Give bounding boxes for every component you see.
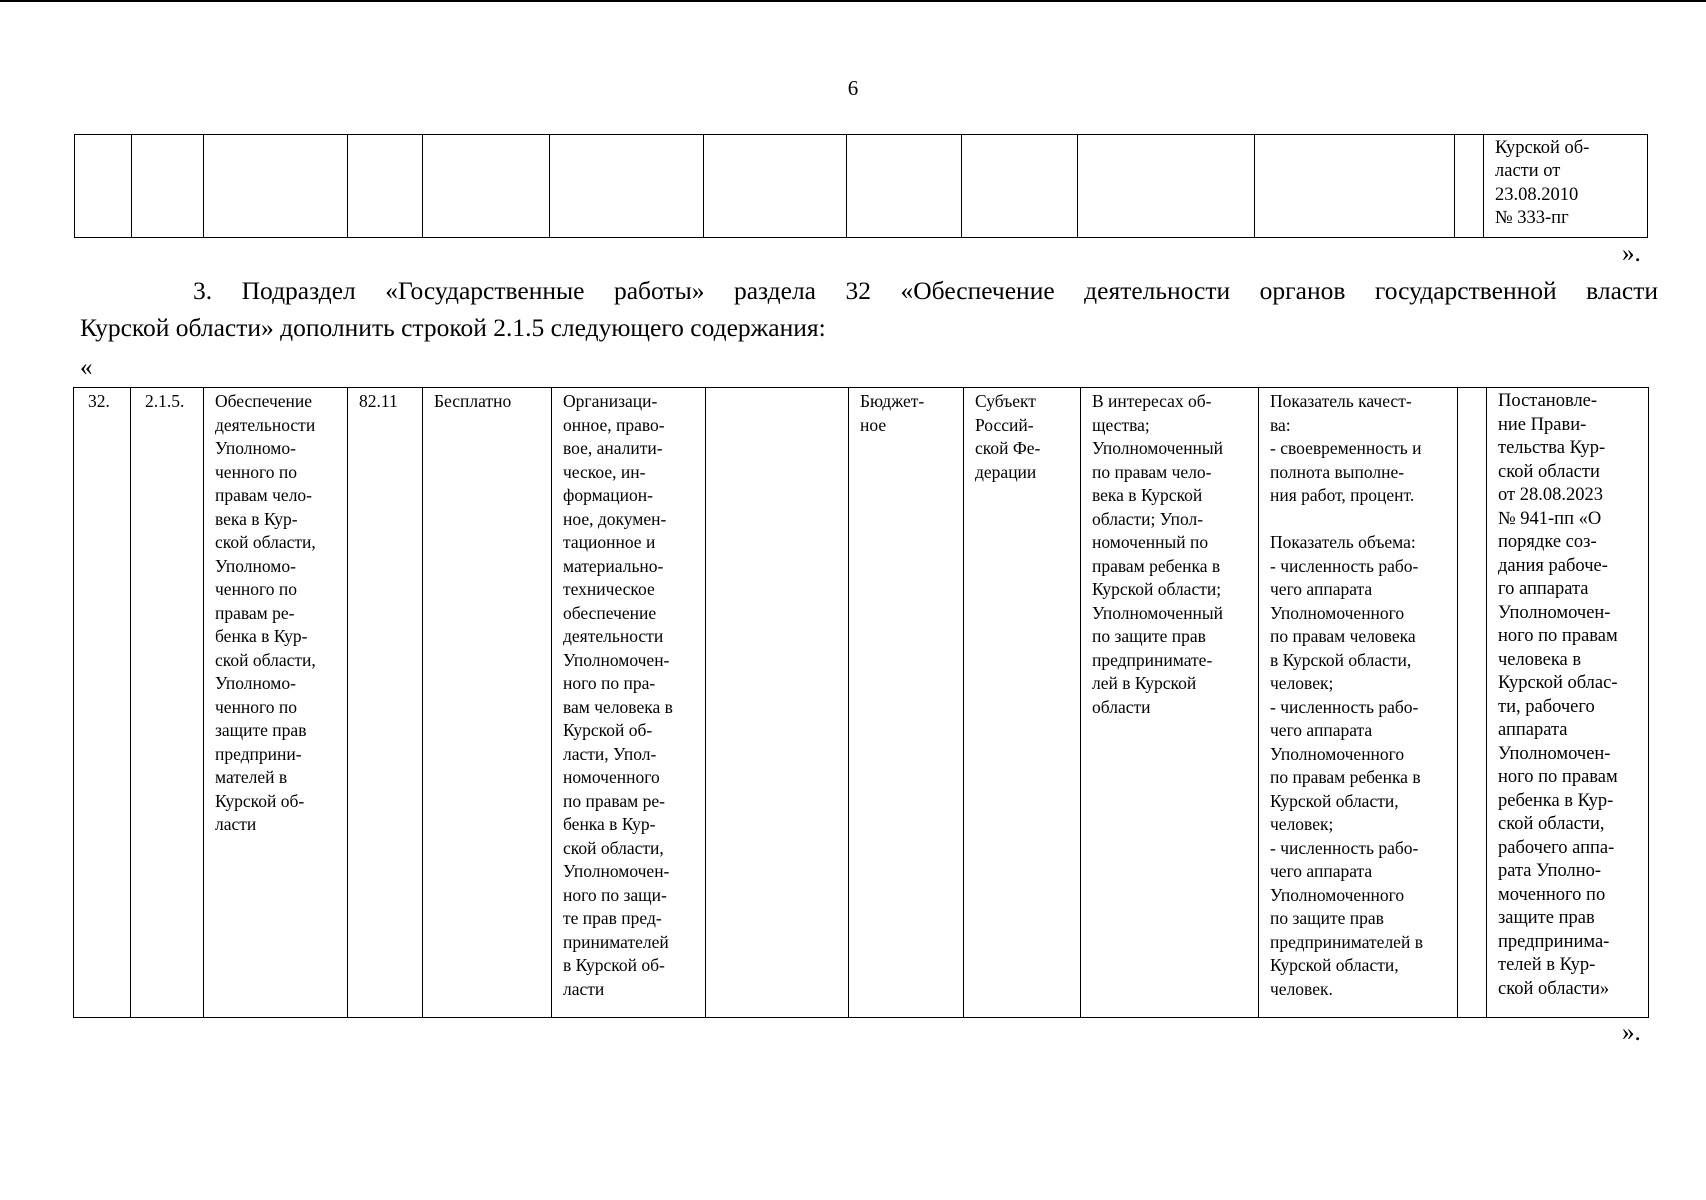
level-cell [964, 388, 1081, 1018]
cell [1255, 135, 1455, 238]
cell [1455, 135, 1484, 238]
empty-narrow-cell [1458, 388, 1487, 1018]
text-line: ное, докумен- [563, 508, 667, 529]
text-line: по правам чело- [1092, 461, 1212, 482]
text-line: лей в Курской [1092, 673, 1197, 693]
text-line: ное [860, 414, 887, 435]
text-line: от 28.08.2023 [1498, 485, 1603, 505]
row-number: 32. [74, 388, 131, 1018]
text-line: обеспечение [563, 602, 657, 623]
text-line: предпринимате- [1092, 649, 1213, 670]
text-line: ченного по [215, 696, 298, 717]
cell [704, 135, 847, 238]
text-line: по защите прав [1092, 626, 1206, 646]
text-line: ния работ, процент. [1270, 485, 1415, 505]
text-line: ской области, [1498, 814, 1605, 834]
text-line: бенка в Кур- [563, 814, 656, 834]
text-line: дерации [975, 461, 1037, 482]
text-line: Уполномо- [215, 673, 296, 693]
text-line: ного по правам [1498, 626, 1618, 646]
text-line: ласти, Упол- [563, 743, 657, 764]
text-line: Уполномо- [215, 438, 296, 458]
text-line: области [1092, 696, 1151, 717]
text-line: предпринима- [1498, 931, 1610, 952]
consumers-cell [1081, 388, 1259, 1018]
text-line: вам человека в [563, 696, 673, 717]
text-line: ного по защи- [563, 884, 667, 905]
text-line: ти, рабочего [1498, 696, 1595, 717]
text-line: материально- [563, 555, 664, 576]
text-line: ской области» [1498, 978, 1610, 999]
cell [132, 135, 204, 238]
page-number: 6 [847, 76, 859, 100]
work-name-cell [204, 388, 348, 1018]
cell [423, 135, 550, 238]
text-line: по правам ребенка в [1270, 767, 1421, 787]
text-line: Уполномоченного [1270, 884, 1405, 905]
text-line: Курской об- [1495, 138, 1590, 158]
text-line: по правам ре- [563, 790, 665, 811]
text-line: вое, аналити- [563, 438, 663, 458]
legal-basis-cell [1487, 388, 1649, 1018]
blank-line [1270, 508, 1452, 532]
text-line: № 333-пг [1495, 207, 1569, 228]
cell [550, 135, 704, 238]
text-line: Постановле- [1498, 391, 1598, 411]
text-line: защите прав [215, 720, 307, 740]
work-content-cell [552, 388, 706, 1018]
text-line: Уполномо- [215, 555, 296, 576]
text-line: Уполномоченный [1092, 602, 1224, 623]
text-line: ние Прави- [1498, 414, 1587, 435]
text-line: Курской об- [215, 790, 305, 811]
text-line: в Курской области, [1270, 649, 1412, 670]
text-line: ченного по [215, 579, 298, 599]
text-line: Обеспечение [215, 391, 313, 411]
text-line: ской области, [563, 837, 664, 858]
text-line: аппарата [1498, 720, 1568, 740]
table-row [74, 388, 1649, 1018]
text-line: человек; [1270, 673, 1334, 693]
legal-basis-cell [1484, 135, 1648, 238]
text-line: Уполномоченный [1092, 438, 1224, 458]
cell [847, 135, 962, 238]
text-line: Курской области, [1270, 790, 1399, 811]
text-line: рабочего аппа- [1498, 837, 1615, 858]
opening-quote: « [80, 354, 93, 381]
closing-quote: ». [1622, 1019, 1641, 1046]
text-line: Показатель объема: [1270, 532, 1416, 552]
text-line: деятельности [215, 414, 316, 435]
text-line: по защите прав [1270, 908, 1384, 928]
text-line: чего аппарата [1270, 861, 1373, 881]
cell [962, 135, 1078, 238]
text-line: ного по пра- [563, 673, 656, 693]
text-line: № 941-пп «О [1498, 508, 1602, 529]
text-line: Уполномочен- [1498, 602, 1611, 623]
text-line: чего аппарата [1270, 579, 1373, 599]
text-line: в Курской об- [563, 955, 665, 975]
text-line: - численность рабо- [1270, 696, 1419, 717]
cell [348, 135, 423, 238]
text-line: ва: [1270, 414, 1291, 435]
cell [1078, 135, 1255, 238]
text-line: человек. [1270, 978, 1333, 999]
text-line: рата Уполно- [1498, 861, 1602, 881]
payment-type: Бесплатно [423, 388, 552, 1018]
continued-table [74, 134, 1648, 238]
cell [75, 135, 132, 238]
text-line: по правам человека [1270, 626, 1416, 646]
text-line: Субъект [975, 391, 1036, 411]
text-line: - численность рабо- [1270, 837, 1419, 858]
text-line: мателей в [215, 767, 288, 787]
text-line: человек; [1270, 814, 1334, 834]
text-line: ской области, [215, 649, 316, 670]
text-line: чего аппарата [1270, 720, 1373, 740]
top-border-line [0, 0, 1706, 2]
text-line: предпринимателей в [1270, 931, 1423, 952]
text-line: предприни- [215, 743, 302, 764]
text-line: Уполномочен- [1498, 743, 1611, 764]
text-line: века в Курской [1092, 485, 1203, 505]
text-line: Организаци- [563, 391, 658, 411]
text-line: ческое, ин- [563, 461, 646, 482]
text-line: Курской области; [1092, 579, 1222, 599]
text-line: номоченного [563, 767, 660, 787]
cell [204, 135, 348, 238]
text-line: Курской об- [563, 720, 653, 740]
text-line: В интересах об- [1092, 391, 1212, 411]
okved-code: 82.11 [348, 388, 423, 1018]
text-line: Уполномоченного [1270, 743, 1405, 764]
text-line: щества; [1092, 414, 1150, 435]
text-line: Россий- [975, 414, 1034, 435]
text-line: тационное и [563, 532, 656, 552]
paragraph-line-1: 3. Подраздел «Государственные работы» раздела 32 «Обеспечение деятельности органов государственной власти [193, 276, 1658, 305]
empty-cell [706, 388, 849, 1018]
text-line: номоченный по [1092, 532, 1209, 552]
text-line: Курской области, [1270, 955, 1399, 975]
row-code: 2.1.5. [131, 388, 204, 1018]
text-line: техническое [563, 579, 655, 599]
text-line: тельства Кур- [1498, 438, 1606, 458]
text-line: дания рабоче- [1498, 555, 1608, 576]
text-line: моченного по [1498, 884, 1606, 905]
text-line: онное, право- [563, 414, 665, 435]
text-line: правам ребенка в [1092, 555, 1221, 576]
text-line: Бюджет- [860, 391, 925, 411]
text-line: 23.08.2010 [1495, 184, 1579, 205]
text-line: ласти [215, 814, 257, 834]
text-line: Уполномочен- [563, 861, 670, 881]
text-line: ребенка в Кур- [1498, 790, 1614, 811]
text-line: принимателей [563, 931, 669, 952]
text-line: формацион- [563, 485, 653, 505]
text-line: области; Упол- [1092, 508, 1204, 529]
text-line: ласти от [1495, 161, 1561, 182]
text-line: Показатель качест- [1270, 391, 1412, 411]
text-line: защите прав [1498, 908, 1595, 928]
text-line: го аппарата [1498, 579, 1589, 599]
text-line: деятельности [563, 626, 664, 646]
text-line: ской Фе- [975, 438, 1041, 458]
text-line: Уполномоченного [1270, 602, 1405, 623]
text-line: ласти [563, 978, 605, 999]
text-line: Курской облас- [1498, 673, 1618, 693]
institution-type-cell [849, 388, 964, 1018]
text-line: века в Кур- [215, 508, 298, 529]
text-line: правам ре- [215, 602, 295, 623]
text-line: полнота выполне- [1270, 461, 1405, 482]
works-table [73, 387, 1649, 1018]
text-line: человека в [1498, 649, 1582, 670]
text-line: ченного по [215, 461, 298, 482]
text-line: те прав пред- [563, 908, 662, 928]
text-line: Уполномочен- [563, 649, 670, 670]
indicators-cell [1259, 388, 1458, 1018]
text-line: порядке соз- [1498, 532, 1597, 552]
closing-quote: ». [1622, 240, 1641, 267]
text-line: - своевременность и [1270, 438, 1422, 458]
text-line: бенка в Кур- [215, 626, 308, 646]
text-line: ного по правам [1498, 767, 1618, 787]
paragraph-line-2: Курской области» дополнить строкой 2.1.5 следующего содержания: [80, 313, 826, 342]
text-line: ской области, [215, 532, 316, 552]
text-line: ской области [1498, 461, 1600, 482]
text-line: телей в Кур- [1498, 955, 1596, 975]
text-line: правам чело- [215, 485, 313, 505]
text-line: - численность рабо- [1270, 555, 1419, 576]
